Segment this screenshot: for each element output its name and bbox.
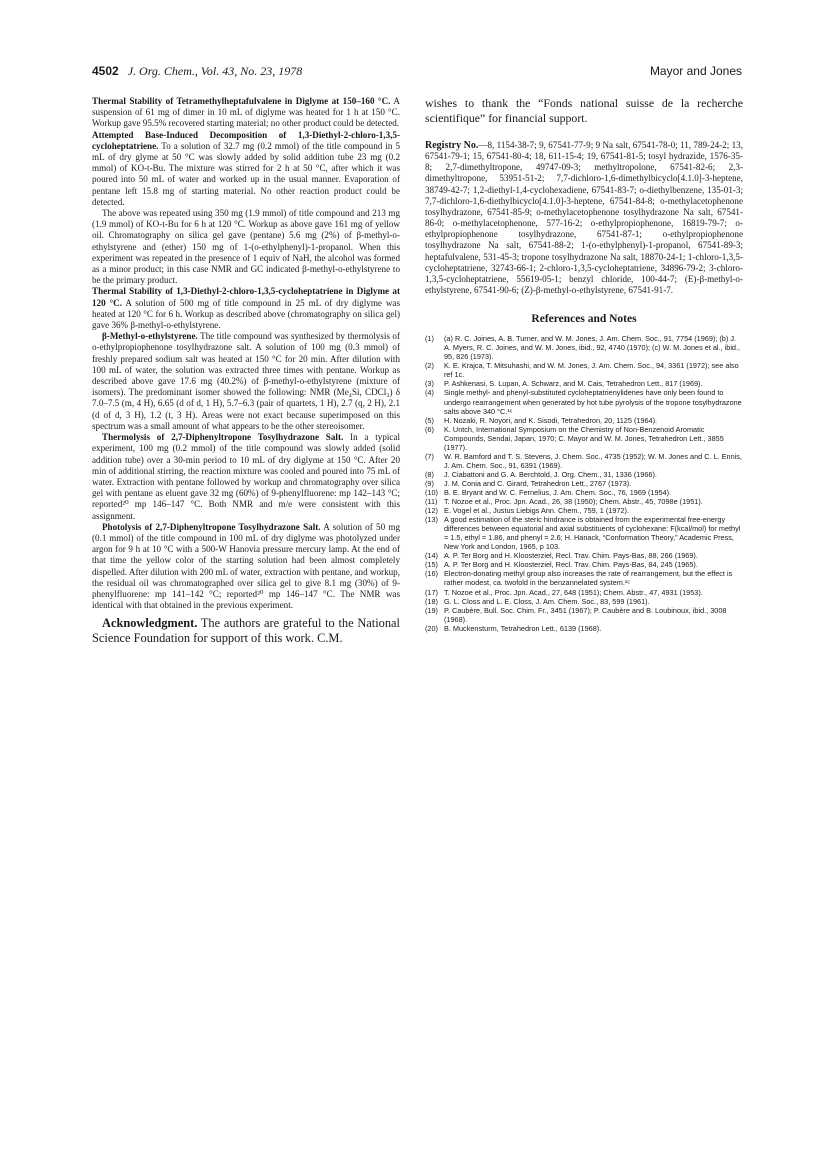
reference-number: (6)	[425, 424, 434, 434]
paragraph-text: In a typical experiment, 100 mg (0.2 mmol) of the title compound was slowly added (solid addition tube) over a 30-min period to 10 mL of dry diglyme at 150 °C. After 20 min of additional stirring, the reaction mixture was cooled and poured into 75 mL of water. Extraction with pentane followed by workup and chromatography over silica gel with pentane as eluent gave 32 mg (60%) of 9-phenylfluorene: mp 142–143 °C; reported²⁰ mp 146–147 °C. Both NMR and m/e were consistent with this assignment.	[92, 432, 400, 521]
reference-item	[425, 506, 743, 515]
reference-item	[425, 569, 743, 587]
reference-text: B. E. Bryant and W. C. Fernelius, J. Am. Chem. Soc., 76, 1969 (1954).	[444, 487, 672, 497]
paragraph	[92, 522, 400, 612]
reference-item	[425, 497, 743, 506]
reference-text: (a) R. C. Joines, A. B. Turner, and W. M. Jones, J. Am. Chem. Soc., 91, 7754 (1969); (b) J. A. Myers, R. C. Joines, and W. M. Jones, ibid., 92, 4740 (1970); (c) W. M. Jones et al., ibid., 95, 826 (1973).	[444, 334, 741, 362]
reference-text: T. Nozoe et al., Proc. Jpn. Acad., 26, 38 (1950); Chem. Abstr., 45, 7098e (1951).	[444, 497, 703, 507]
acknowledgment-continued: wishes to thank the “Fonds national suisse de la recherche scientifique” for financial support.	[425, 96, 743, 125]
acknowledgment-text: The authors are grateful to the National Science Foundation for support of this work. C.M.	[92, 616, 400, 646]
acknowledgment	[92, 616, 400, 646]
paragraph	[92, 432, 400, 522]
reference-text: Single methyl- and phenyl-substituted cycloheptatrienylidenes have only been found to undergo rearrangement when generated by hot tube pyrolysis of the tropone tosylhydrazone salts above 340 °C.¹ᶜ	[444, 388, 742, 416]
reference-text: J. Ciabattoni and G. A. Berchtold, J. Org. Chem., 31, 1336 (1966).	[444, 469, 657, 479]
reference-item	[425, 379, 743, 388]
reference-text: Electron-donating methyl group also increases the rate of rearrangement, but the effect is rather modest, ca. twofold in the benzannelated system.¹ᶜ	[444, 569, 733, 588]
running-header	[92, 64, 742, 80]
paragraph-text: The above was repeated using 350 mg (1.9 mmol) of title compound and 213 mg (1.9 mmol) of KO-t-Bu for 6 h at 120 °C. Workup as above gave 161 mg of yellow oil. Chromatography on silica gel gave (pentane) 5.6 mg (2%) of β-methyl-o-ethylstyrene and (ether) 150 mg of 1-(o-ethylphenyl)-1-propanol. When this experiment was repeated in the presence of 1 equiv of NaH, the alcohol was formed as a minor product; in this case NMR and GC indicated β-methyl-o-ethylstyrene to be the primary product.	[92, 208, 400, 286]
reference-text: A. P. Ter Borg and H. Kloosterziel, Recl. Trav. Chim. Pays-Bas, 84, 245 (1965).	[444, 560, 698, 570]
reference-item	[425, 361, 743, 379]
registry-heading: Registry No.	[425, 140, 479, 151]
paragraph-text: A suspension of 61 mg of dimer in 10 mL of diglyme was heated for 1 h at 150 °C. Workup gave 95.5% recovered starting material; no other product could be detected.	[92, 96, 400, 129]
reference-text: J. M. Conia and C. Girard, Tetrahedron Lett., 2767 (1973).	[444, 478, 632, 488]
acknowledgment-heading: Acknowledgment.	[102, 616, 198, 631]
reference-text: T. Nozoe et al., Proc. Jpn. Acad., 27, 648 (1951); Chem. Abstr., 47, 4931 (1953).	[444, 587, 703, 597]
reference-item	[425, 551, 743, 560]
reference-text: G. L. Closs and L. E. Closs, J. Am. Chem. Soc., 83, 599 (1961).	[444, 596, 650, 606]
paragraph	[92, 286, 400, 331]
reference-item	[425, 560, 743, 569]
reference-text: A. P. Ter Borg and H. Kloosterziel, Recl. Trav. Chim. Pays-Bas, 88, 266 (1969).	[444, 551, 698, 561]
reference-text: P. Ashkenasi, S. Lupan, A. Schwarz, and M. Cais, Tetrahedron Lett., 817 (1969).	[444, 379, 703, 389]
reference-item	[425, 425, 743, 452]
reference-number: (19)	[425, 605, 438, 615]
reference-text: K. E. Krajca, T. Mitsuhashi, and W. M. Jones, J. Am. Chem. Soc., 94, 3361 (1972); see also ref 1c.	[444, 361, 739, 380]
reference-item	[425, 388, 743, 415]
paragraph-text: A solution of 500 mg of title compound in 25 mL of dry diglyme was heated at 120 °C for 6 h. Workup as described above (chromatography on silica gel) gave 36% β-methyl-o-ethylstyrene.	[92, 297, 400, 331]
reference-item	[425, 452, 743, 470]
registry-numbers	[425, 140, 743, 296]
reference-number: (15)	[425, 560, 438, 570]
paragraph-text: The title compound was synthesized by thermolysis of o-ethylpropiophenone tosylhydrazone salt. A solution of 100 mg (0.3 mmol) of freshly prepared sodium salt was heated at 150 °C for 20 min. After dilution with 100 mL of water, the solution was extracted three times with pentane. Workup as described above gave 17.6 mg (40.2%) of β-methyl-o-ethylstyrene (mixture of isomers). The predominant isomer showed the following: NMR (Me₄Si, CDCl₃) δ 7.0–7.5 (m, 4 H), 6.65 (d of d, 1 H), 5.7–6.3 (pair of quartets, 1 H), 2.7 (q, 2 H), 2.1 (d of d, 3 H), 1.2 (t, 3 H). Areas were not exact because superimposed on this spectrum was a small amount of what appears to be the other stereoisomer.	[92, 331, 400, 431]
reference-text: W. R. Bamford and T. S. Stevens, J. Chem. Soc., 4735 (1952); W. M. Jones and C. L. Ennis, J. Am. Chem. Soc., 91, 6391 (1969).	[444, 451, 742, 470]
paragraph	[92, 208, 400, 286]
reference-number: (10)	[425, 487, 438, 497]
reference-number: (1)	[425, 334, 434, 344]
page-number: 4502	[92, 64, 119, 78]
reference-item	[425, 488, 743, 497]
reference-item	[425, 515, 743, 551]
reference-number: (2)	[425, 361, 434, 371]
reference-number: (9)	[425, 478, 434, 488]
reference-number: (7)	[425, 451, 434, 461]
reference-item	[425, 479, 743, 488]
paragraph-heading: Thermal Stability of Tetramethylheptafulvalene in Diglyme at 150–160 °C.	[92, 96, 391, 106]
paragraph	[92, 331, 400, 432]
reference-number: (14)	[425, 551, 438, 561]
reference-number: (4)	[425, 388, 434, 398]
reference-number: (16)	[425, 569, 438, 579]
reference-number: (11)	[425, 497, 438, 507]
paragraph-heading: Photolysis of 2,7-Diphenyltropone Tosylhydrazone Salt.	[102, 521, 321, 532]
reference-number: (12)	[425, 506, 438, 516]
paragraph-text: A solution of 50 mg (0.1 mmol) of the title compound in 100 mL of dry diglyme was photolyzed under argon for 9 h at 10 °C with a 500-W Hanovia pressure mercury lamp. At the end of that time the yellow color of the starting solution had been almost completely dispelled. After dilution with 200 mL of water, extraction with pentane, and workup, the residual oil was chromatographed over silica gel to give 8.1 mg (30%) of 9-phenylfluorene: mp 141–142 °C; reported²⁰ mp 146–147 °C. The NMR was identical with that obtained in the previous experiment.	[92, 521, 400, 611]
references-title: References and Notes	[531, 313, 637, 326]
left-column	[92, 96, 400, 659]
experimental-section	[92, 96, 400, 611]
paragraph-heading: Attempted Base-Induced Decomposition of 1,3-Diethyl-2-chloro-1,3,5-cycloheptatriene.	[92, 129, 400, 151]
paragraph-heading: Thermolysis of 2,7-Diphenyltropone Tosylhydrazone Salt.	[102, 432, 344, 443]
reference-number: (3)	[425, 379, 434, 389]
reference-item	[425, 606, 743, 624]
reference-number: (17)	[425, 587, 438, 597]
reference-text: B. Muckensturm, Tetrahedron Lett., 6139 (1968).	[444, 623, 602, 633]
paragraph-heading: Thermal Stability of 1,3-Diethyl-2-chloro-1,3,5-cycloheptatriene in Diglyme at 120 °C.	[92, 286, 400, 308]
reference-item	[425, 588, 743, 597]
reference-item	[425, 597, 743, 606]
reference-text: A good estimation of the steric hindrance is obtained from the experimental free-energy differences between equatorial and axial substituents of cyclohexane: F(kcal/mol) for methyl = 1.5, ethyl = 1.86, and phenyl = 2.6; H. Hanack, “Conformation Theory,” Academic Press, New York and London, 1965, p 103.	[444, 515, 741, 552]
paragraph-text: To a solution of 32.7 mg (0.2 mmol) of the title compound in 5 mL of dry glyme at 50 °C was slowly added by solid addition tube 23 mg (0.2 mmol) of KO-t-Bu. The mixture was stirred for 2 h at 50 °C, after which it was poured into 50 mL of water and worked up in the usual manner. Evaporation of pentane left 15.8 mg of starting material. No other reaction product could be detected.	[92, 140, 400, 207]
reference-number: (18)	[425, 596, 438, 606]
paragraph-heading: β-Methyl-o-ethylstyrene.	[102, 331, 198, 342]
reference-item	[425, 334, 743, 361]
header-authors: Mayor and Jones	[649, 64, 742, 78]
journal-citation: J. Org. Chem., Vol. 43, No. 23, 1978	[127, 64, 303, 78]
reference-number: (20)	[425, 623, 438, 633]
registry-text: —8, 1154-38-7; 9, 67541-77-9; 9 Na salt, 67541-78-0; 11, 789-24-2; 13, 67541-79-1; 15, 67541-80-4; 18, 611-15-4; 19, 67541-81-5; tosyl hydrazide, 1576-35-8; 2,7-dimethyltropone, 49747-09-3; methyltropolone, 67541-82-6; 2,3-dimethyltropone, 53951-51-2; 7,7-dichloro-1,6-dimethylbicyclo[4.1.0]-3-heptene, 38749-42-7; 1,2-diethyl-1,4-cyclohexadiene, 67541-83-7; o-diethylbenzene, 135-01-3; 7,7-dichloro-1,6-diethylbicyclo[4.1.0]-3-heptene, 67541-84-8; o-methylacetophenone tosylhydrazone, 67541-85-9; o-methylacetophenone tosylhydrazone Na salt, 67541-86-0; o-methylacetophenone, 577-16-2; o-ethylpropiophenone, 16819-79-7; o-ethylpropiophenone tosylhydrazone, 67541-87-1; o-ethylpropiophenone tosylhydrazone Na salt, 67541-88-2; 1-(o-ethylphenyl)-1-propanol, 67541-89-3; heptafulvalene, 531-45-3; tropone tosylhydrazone Na salt, 18870-24-1; 1-chloro-1,3,5-cycloheptatriene, 32743-66-1; 2-chloro-1,3,5-cycloheptatriene, 34896-79-2; 3-chloro-1,3,5-cycloheptatriene, 55619-05-1; benzyl chloride, 100-44-7; (E)-β-methyl-o-ethylstyrene, 67541-90-6; (Z)-β-methyl-o-ethylstyrene, 67541-91-7.	[425, 140, 743, 296]
header-left	[92, 64, 302, 79]
reference-text: H. Nozaki, R. Noyori, and K. Sisodi, Tetrahedron, 20, 1125 (1964).	[444, 415, 658, 425]
references-list	[425, 334, 743, 633]
reference-number: (13)	[425, 515, 438, 525]
paragraph	[92, 130, 400, 208]
reference-text: P. Caubère, Bull. Soc. Chim. Fr., 3451 (1967); P. Caubère and B. Loubinoux, ibid., 3008 (1968).	[444, 605, 727, 624]
reference-item	[425, 470, 743, 479]
reference-number: (5)	[425, 415, 434, 425]
reference-item	[425, 416, 743, 425]
paragraph	[92, 96, 400, 130]
reference-item	[425, 624, 743, 633]
reference-number: (8)	[425, 469, 434, 479]
reference-text: E. Vogel et al., Justus Liebigs Ann. Chem., 759, 1 (1972).	[444, 506, 629, 516]
right-column	[425, 96, 743, 633]
reference-text: K. Untch, International Symposium on the Chemistry of Non-Benzenoid Aromatic Compounds, Sendai, Japan, 1970; C. Mayor and W. M. Jones, Tetrahedron Lett., 3855 (1977).	[444, 424, 724, 452]
